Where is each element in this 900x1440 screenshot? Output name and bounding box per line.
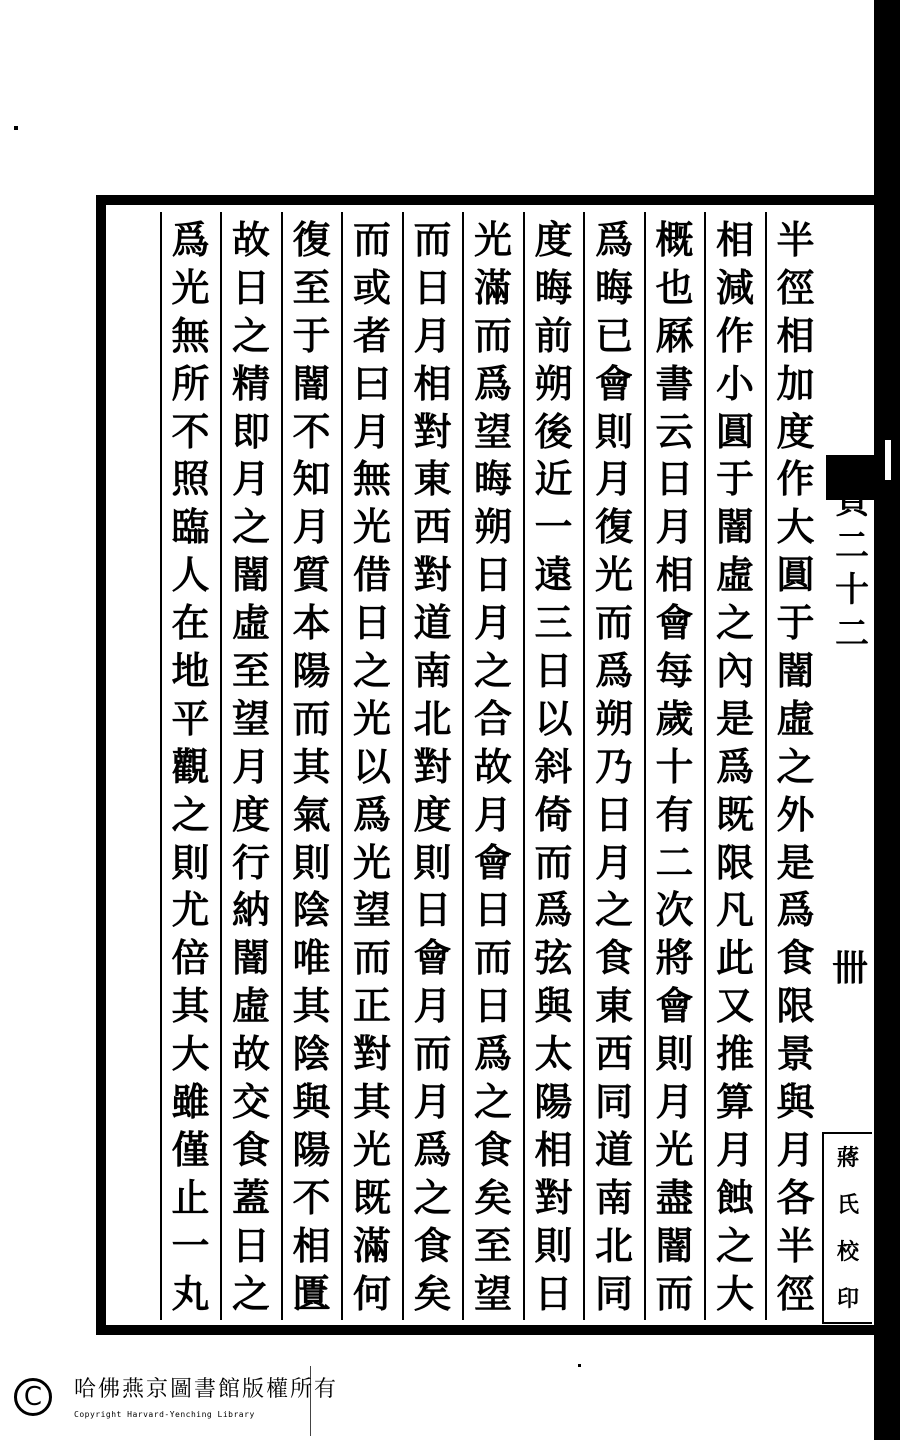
text-char: 至 — [473, 1222, 512, 1268]
text-char: 借 — [352, 552, 391, 598]
text-char: 僅 — [171, 1126, 210, 1172]
text-char: 虛 — [715, 552, 754, 598]
text-char: 小 — [715, 360, 754, 406]
text-char: 之 — [776, 743, 815, 789]
column-rule — [402, 212, 404, 1320]
text-char: 爲 — [776, 887, 815, 933]
text-char: 外 — [776, 791, 815, 837]
text-char: 月 — [655, 1079, 694, 1125]
text-char: 度 — [231, 791, 270, 837]
text-char: 則 — [292, 839, 331, 885]
text-char: 有 — [655, 791, 694, 837]
seal-char: 印 — [836, 1285, 859, 1312]
text-char: 書 — [655, 360, 694, 406]
text-char: 光 — [352, 504, 391, 550]
seal-char: 校 — [836, 1238, 859, 1265]
text-char: 日 — [655, 456, 694, 502]
text-char: 推 — [715, 1031, 754, 1077]
text-char: 望 — [473, 408, 512, 454]
text-char: 食 — [473, 1126, 512, 1172]
text-char: 或 — [352, 264, 391, 310]
text-char: 在 — [171, 600, 210, 646]
page-label-char: 二 — [835, 526, 869, 566]
text-char: 相 — [776, 312, 815, 358]
text-char: 以 — [534, 695, 573, 741]
text-char: 相 — [715, 217, 754, 262]
text-char: 月 — [231, 456, 270, 502]
text-char: 復 — [292, 217, 331, 262]
text-char: 既 — [352, 1174, 391, 1220]
text-char: 蝕 — [715, 1174, 754, 1220]
column-rule — [644, 212, 646, 1320]
text-char: 之 — [715, 1222, 754, 1268]
text-char: 西 — [413, 504, 452, 550]
text-char: 近 — [534, 456, 573, 502]
text-char: 月 — [655, 504, 694, 550]
text-char: 也 — [655, 264, 694, 310]
text-char: 矣 — [413, 1270, 452, 1316]
text-char: 月 — [413, 1079, 452, 1125]
text-char: 之 — [171, 791, 210, 837]
text-char: 正 — [352, 983, 391, 1029]
text-char: 之 — [594, 887, 633, 933]
text-char: 凡 — [715, 887, 754, 933]
text-char: 滿 — [352, 1222, 391, 1268]
text-char: 闇 — [231, 935, 270, 981]
text-char: 日 — [473, 983, 512, 1029]
text-char: 光 — [594, 552, 633, 598]
text-char: 大 — [776, 504, 815, 550]
text-char: 所 — [171, 360, 210, 406]
text-char: 會 — [413, 935, 452, 981]
text-char: 月 — [413, 983, 452, 1029]
text-char: 爲 — [473, 360, 512, 406]
text-char: 既 — [715, 791, 754, 837]
text-char: 景 — [776, 1031, 815, 1077]
text-char: 作 — [715, 312, 754, 358]
text-char: 氣 — [292, 791, 331, 837]
text-char: 日 — [473, 887, 512, 933]
text-char: 道 — [594, 1126, 633, 1172]
text-char: 北 — [594, 1222, 633, 1268]
column-rule — [704, 212, 706, 1320]
text-char: 一 — [534, 504, 573, 550]
text-char: 是 — [776, 839, 815, 885]
text-char: 則 — [413, 839, 452, 885]
text-char: 日 — [413, 264, 452, 310]
text-char: 其 — [292, 983, 331, 1029]
text-char: 食 — [413, 1222, 452, 1268]
page-edge-gap — [885, 440, 891, 480]
text-char: 食 — [594, 935, 633, 981]
text-char: 會 — [473, 839, 512, 885]
text-char: 圓 — [776, 552, 815, 598]
text-char: 日 — [534, 1270, 573, 1316]
text-char: 唯 — [292, 935, 331, 981]
text-char: 虛 — [231, 600, 270, 646]
text-char: 陽 — [534, 1079, 573, 1125]
text-char: 月 — [715, 1126, 754, 1172]
text-char: 陰 — [292, 887, 331, 933]
text-char: 爲 — [534, 887, 573, 933]
text-char: 每 — [655, 648, 694, 694]
text-char: 而 — [413, 217, 452, 262]
text-char: 北 — [413, 695, 452, 741]
text-char: 而 — [352, 217, 391, 262]
text-char: 平 — [171, 695, 210, 741]
text-char: 同 — [594, 1270, 633, 1316]
text-char: 闇 — [655, 1222, 694, 1268]
text-char: 月 — [231, 743, 270, 789]
text-char: 以 — [352, 743, 391, 789]
column-rule — [462, 212, 464, 1320]
text-char: 會 — [594, 360, 633, 406]
text-char: 日 — [352, 600, 391, 646]
text-char: 晦 — [594, 264, 633, 310]
text-char: 歲 — [655, 695, 694, 741]
scan-speck — [14, 126, 18, 130]
text-char: 圓 — [715, 408, 754, 454]
text-char: 與 — [292, 1079, 331, 1125]
text-char: 晦 — [534, 264, 573, 310]
text-char: 遠 — [534, 552, 573, 598]
text-char: 二 — [655, 839, 694, 885]
text-char: 矣 — [473, 1174, 512, 1220]
text-char: 厤 — [655, 312, 694, 358]
text-char: 其 — [352, 1079, 391, 1125]
text-char: 又 — [715, 983, 754, 1029]
column-rule — [523, 212, 525, 1320]
page-label-char: 十 — [835, 570, 869, 610]
text-char: 行 — [231, 839, 270, 885]
text-char: 徑 — [776, 264, 815, 310]
collector-seal — [822, 1132, 872, 1324]
text-char: 何 — [352, 1270, 391, 1316]
text-char: 月 — [413, 312, 452, 358]
text-char: 望 — [473, 1270, 512, 1316]
text-char: 限 — [715, 839, 754, 885]
text-char: 與 — [534, 983, 573, 1029]
text-char: 日 — [534, 648, 573, 694]
text-char: 日 — [231, 264, 270, 310]
text-char: 朔 — [594, 695, 633, 741]
text-char: 光 — [655, 1126, 694, 1172]
text-char: 半 — [776, 217, 815, 262]
text-char: 丸 — [171, 1270, 210, 1316]
text-column — [706, 216, 764, 1318]
text-char: 人 — [171, 552, 210, 598]
text-char: 日 — [413, 887, 452, 933]
text-char: 與 — [776, 1079, 815, 1125]
text-char: 月 — [594, 456, 633, 502]
text-char: 復 — [594, 504, 633, 550]
text-char: 陽 — [292, 1126, 331, 1172]
text-char: 即 — [231, 408, 270, 454]
page-label — [834, 480, 870, 656]
text-char: 算 — [715, 1079, 754, 1125]
text-char: 云 — [655, 408, 694, 454]
text-char: 而 — [292, 695, 331, 741]
text-char: 之 — [231, 312, 270, 358]
copyright-icon: C — [14, 1378, 52, 1416]
text-char: 作 — [776, 456, 815, 502]
text-char: 一 — [171, 1222, 210, 1268]
text-char: 徑 — [776, 1270, 815, 1316]
text-char: 光 — [171, 264, 210, 310]
text-char: 對 — [413, 408, 452, 454]
text-char: 地 — [171, 648, 210, 694]
text-column — [222, 216, 280, 1318]
text-char: 相 — [292, 1222, 331, 1268]
text-char: 概 — [655, 217, 694, 262]
text-char: 則 — [171, 839, 210, 885]
text-char: 對 — [413, 552, 452, 598]
text-char: 而 — [473, 935, 512, 981]
text-char: 闇 — [715, 504, 754, 550]
text-char: 臨 — [171, 504, 210, 550]
copyright-english: Copyright Harvard-Yenching Library — [74, 1410, 255, 1419]
text-char: 爲 — [171, 217, 210, 262]
text-char: 之 — [352, 648, 391, 694]
text-char: 故 — [231, 217, 270, 262]
text-char: 而 — [352, 935, 391, 981]
text-char: 虛 — [231, 983, 270, 1029]
text-char: 于 — [292, 312, 331, 358]
text-char: 爲 — [594, 648, 633, 694]
text-char: 于 — [776, 600, 815, 646]
text-char: 無 — [171, 312, 210, 358]
text-char: 匱 — [292, 1270, 331, 1316]
text-char: 十 — [655, 743, 694, 789]
text-char: 照 — [171, 456, 210, 502]
text-char: 南 — [594, 1174, 633, 1220]
text-char: 尤 — [171, 887, 210, 933]
text-char: 止 — [171, 1174, 210, 1220]
text-char: 不 — [292, 1174, 331, 1220]
column-rule — [341, 212, 343, 1320]
text-char: 其 — [292, 743, 331, 789]
text-char: 對 — [352, 1031, 391, 1077]
text-char: 東 — [594, 983, 633, 1029]
text-char: 其 — [171, 983, 210, 1029]
text-char: 不 — [171, 408, 210, 454]
text-char: 乃 — [594, 743, 633, 789]
text-char: 度 — [776, 408, 815, 454]
text-char: 之 — [715, 600, 754, 646]
text-column — [646, 216, 704, 1318]
text-char: 納 — [231, 887, 270, 933]
text-column — [404, 216, 462, 1318]
text-char: 相 — [655, 552, 694, 598]
text-char: 限 — [776, 983, 815, 1029]
text-char: 會 — [655, 600, 694, 646]
text-char: 而 — [413, 1031, 452, 1077]
text-char: 爲 — [413, 1126, 452, 1172]
text-char: 則 — [655, 1031, 694, 1077]
text-char: 相 — [413, 360, 452, 406]
text-char: 倚 — [534, 791, 573, 837]
text-char: 南 — [413, 648, 452, 694]
text-char: 三 — [534, 600, 573, 646]
text-char: 則 — [594, 408, 633, 454]
column-rule — [765, 212, 767, 1320]
text-char: 而 — [534, 839, 573, 885]
text-char: 晦 — [473, 456, 512, 502]
text-char: 無 — [352, 456, 391, 502]
text-char: 月 — [352, 408, 391, 454]
text-char: 相 — [534, 1126, 573, 1172]
text-char: 月 — [473, 600, 512, 646]
text-char: 半 — [776, 1222, 815, 1268]
text-char: 至 — [231, 648, 270, 694]
text-char: 闇 — [231, 552, 270, 598]
page-label-char: 二 — [835, 614, 869, 654]
text-char: 望 — [352, 887, 391, 933]
text-char: 爲 — [352, 791, 391, 837]
text-char: 減 — [715, 264, 754, 310]
copyright-notice — [4, 1366, 339, 1436]
text-char: 而 — [473, 312, 512, 358]
text-char: 合 — [473, 695, 512, 741]
text-column — [585, 216, 643, 1318]
text-char: 太 — [534, 1031, 573, 1077]
text-char: 前 — [534, 312, 573, 358]
text-char: 之 — [473, 1079, 512, 1125]
seal-char: 氏 — [836, 1191, 859, 1218]
text-char: 而 — [655, 1270, 694, 1316]
text-char: 食 — [231, 1126, 270, 1172]
text-char: 是 — [715, 695, 754, 741]
text-char: 之 — [231, 1270, 270, 1316]
text-char: 西 — [594, 1031, 633, 1077]
text-char: 觀 — [171, 743, 210, 789]
text-char: 月 — [473, 791, 512, 837]
text-char: 次 — [655, 887, 694, 933]
text-char: 朔 — [534, 360, 573, 406]
text-char: 爲 — [715, 743, 754, 789]
text-char: 雖 — [171, 1079, 210, 1125]
text-char: 闇 — [776, 648, 815, 694]
text-char: 此 — [715, 935, 754, 981]
text-char: 加 — [776, 360, 815, 406]
copyright-chinese: 哈佛燕京圖書館版權所有 — [74, 1377, 339, 1402]
text-char: 月 — [292, 504, 331, 550]
text-char: 者 — [352, 312, 391, 358]
text-char: 大 — [171, 1031, 210, 1077]
text-char: 之 — [231, 504, 270, 550]
text-char: 後 — [534, 408, 573, 454]
text-char: 知 — [292, 456, 331, 502]
text-char: 盡 — [655, 1174, 694, 1220]
text-char: 陰 — [292, 1031, 331, 1077]
text-char: 已 — [594, 312, 633, 358]
seal-char: 蔣 — [836, 1144, 859, 1171]
text-char: 道 — [413, 600, 452, 646]
text-char: 對 — [413, 743, 452, 789]
text-char: 斜 — [534, 743, 573, 789]
text-char: 蓋 — [231, 1174, 270, 1220]
text-char: 之 — [413, 1174, 452, 1220]
text-char: 內 — [715, 648, 754, 694]
text-column — [464, 216, 522, 1318]
text-char: 虛 — [776, 695, 815, 741]
text-char: 質 — [292, 552, 331, 598]
text-char: 至 — [292, 264, 331, 310]
text-column — [767, 216, 825, 1318]
text-column — [283, 216, 341, 1318]
text-char: 光 — [473, 217, 512, 262]
text-char: 日 — [473, 552, 512, 598]
text-char: 交 — [231, 1079, 270, 1125]
text-char: 東 — [413, 456, 452, 502]
text-char: 爲 — [473, 1031, 512, 1077]
text-char: 之 — [473, 648, 512, 694]
text-char: 爲 — [594, 217, 633, 262]
text-char: 不 — [292, 408, 331, 454]
text-char: 各 — [776, 1174, 815, 1220]
text-char: 陽 — [292, 648, 331, 694]
text-char: 月 — [776, 1126, 815, 1172]
text-char: 于 — [715, 456, 754, 502]
text-char: 光 — [352, 1126, 391, 1172]
text-char: 對 — [534, 1174, 573, 1220]
text-column — [525, 216, 583, 1318]
text-char: 月 — [594, 839, 633, 885]
text-column — [343, 216, 401, 1318]
text-char: 望 — [231, 695, 270, 741]
text-char: 度 — [534, 217, 573, 262]
text-char: 大 — [715, 1270, 754, 1316]
text-char: 會 — [655, 983, 694, 1029]
margin-glyph: 卌 — [831, 947, 868, 989]
scan-speck — [578, 1364, 581, 1367]
text-char: 朔 — [473, 504, 512, 550]
column-rule — [583, 212, 585, 1320]
text-char: 將 — [655, 935, 694, 981]
text-char: 度 — [413, 791, 452, 837]
page-label-char: 頁 — [835, 482, 869, 522]
text-char: 精 — [231, 360, 270, 406]
text-char: 滿 — [473, 264, 512, 310]
text-char: 故 — [473, 743, 512, 789]
text-char: 同 — [594, 1079, 633, 1125]
text-char: 曰 — [352, 360, 391, 406]
text-char: 故 — [231, 1031, 270, 1077]
text-char: 闇 — [292, 360, 331, 406]
text-char: 食 — [776, 935, 815, 981]
text-char: 弦 — [534, 935, 573, 981]
text-char: 本 — [292, 600, 331, 646]
text-char: 日 — [231, 1222, 270, 1268]
text-char: 光 — [352, 695, 391, 741]
column-rule — [220, 212, 222, 1320]
column-rule — [160, 212, 162, 1320]
text-column — [162, 216, 220, 1318]
text-char: 而 — [594, 600, 633, 646]
column-rule — [281, 212, 283, 1320]
text-char: 則 — [534, 1222, 573, 1268]
text-char: 日 — [594, 791, 633, 837]
text-char: 光 — [352, 839, 391, 885]
text-char: 倍 — [171, 935, 210, 981]
